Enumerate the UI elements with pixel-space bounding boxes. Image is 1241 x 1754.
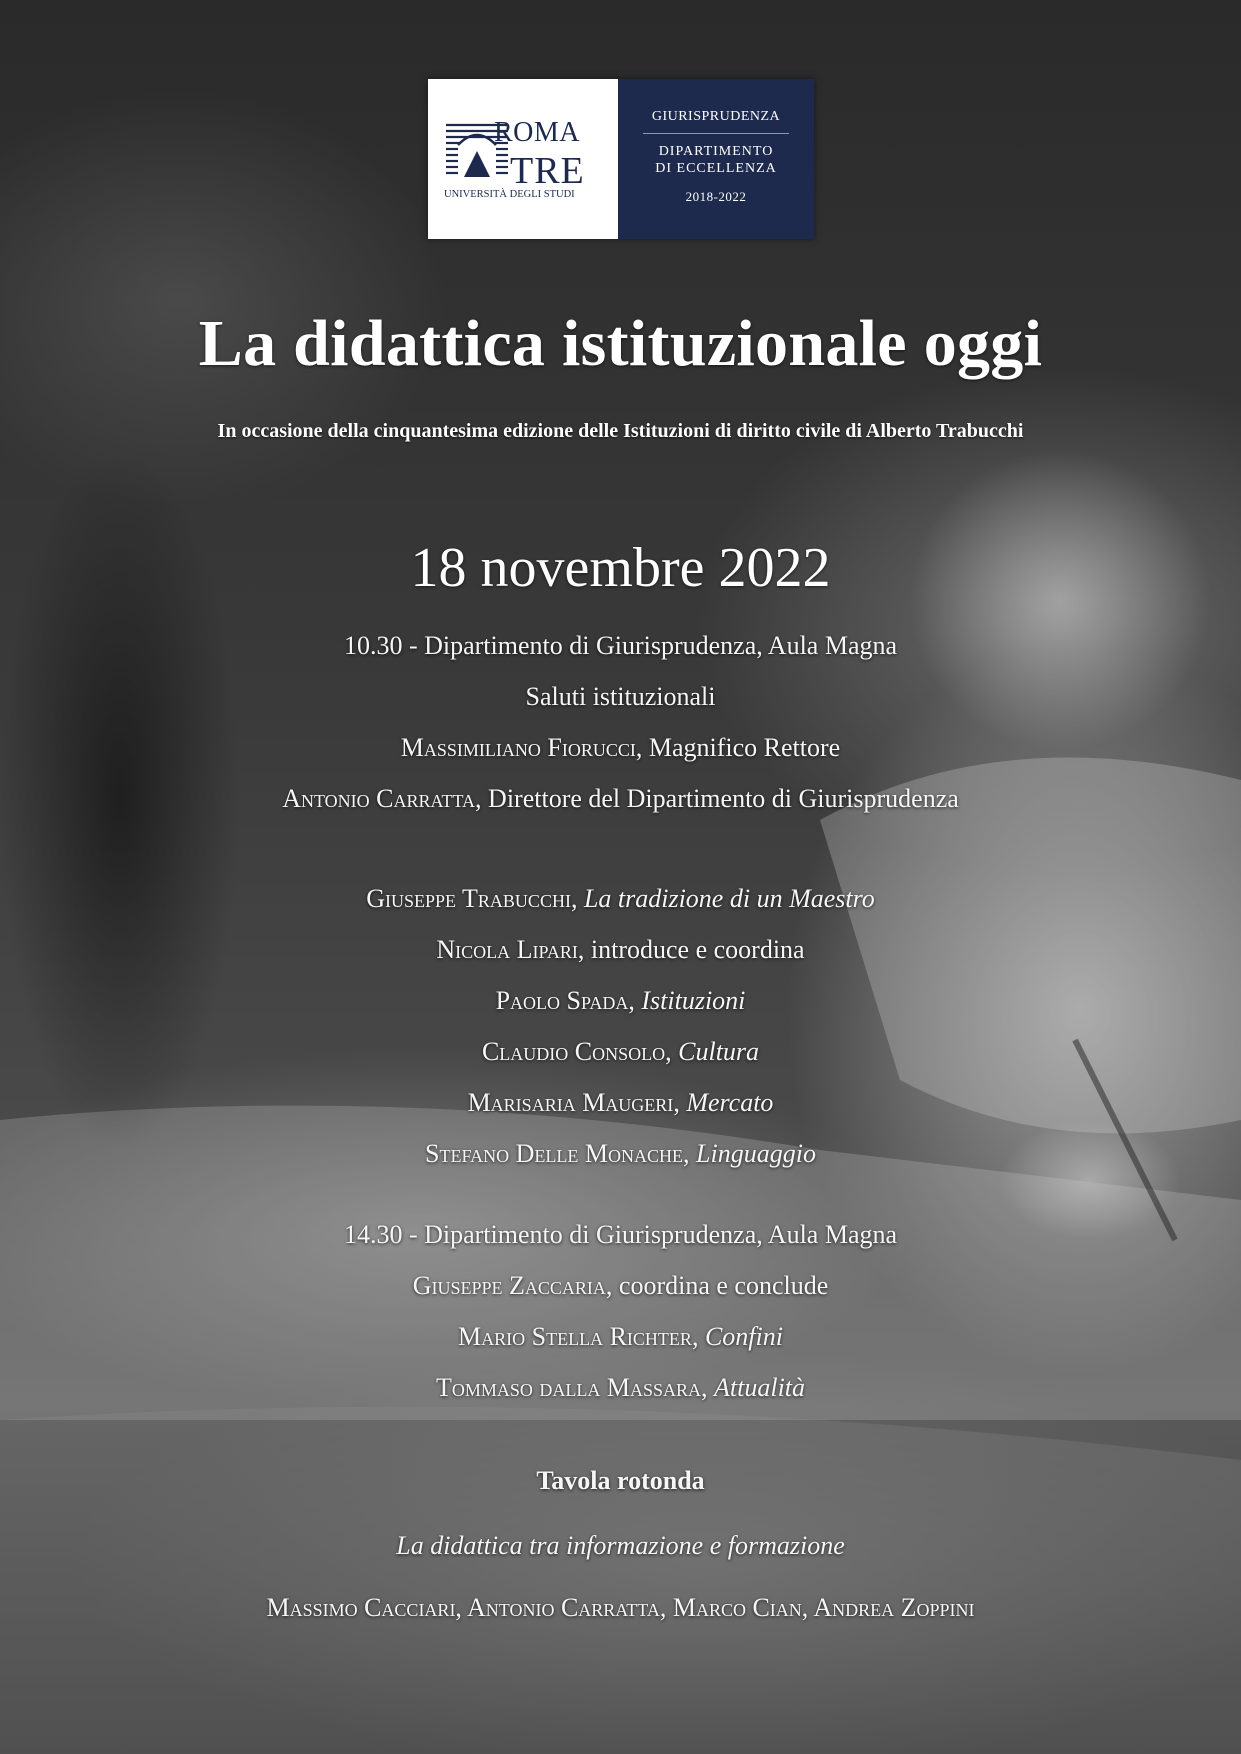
speaker-name: Giuseppe Trabucchi — [366, 884, 571, 913]
speaker-line — [0, 1037, 1241, 1067]
talk-topic: La tradizione di un Maestro — [583, 884, 875, 913]
morning-session: 10.30 - Dipartimento di Giurisprudenza, Aula Magna — [343, 631, 898, 660]
separator: , — [673, 1088, 687, 1117]
logo-tre-text: TRE — [510, 150, 585, 192]
speaker-name: Stefano Delle Monache — [425, 1139, 684, 1168]
speaker-line — [0, 935, 1241, 965]
separator: , — [570, 884, 584, 913]
speaker-name: Mario Stella Richter — [458, 1322, 692, 1351]
separator: , — [683, 1139, 697, 1168]
event-date: 18 novembre 2022 — [410, 537, 831, 599]
speaker-name: Massimiliano Fiorucci — [400, 733, 636, 762]
greeting-speaker — [0, 784, 1241, 814]
department-years: 2018-2022 — [685, 189, 747, 204]
greeting-speaker — [0, 733, 1241, 763]
round-table-theme: La didattica tra informazione e formazione — [396, 1531, 845, 1560]
speaker-line — [0, 1322, 1241, 1352]
logo-university-text: UNIVERSITÀ DEGLI STUDI — [444, 189, 575, 200]
separator: , — [691, 1322, 705, 1351]
speaker-line — [0, 1271, 1241, 1301]
separator: , — [605, 1271, 619, 1300]
talk-topic: Istituzioni — [641, 986, 746, 1015]
department-line-2: DI ECCELLENZA — [655, 161, 777, 176]
speaker-name: Paolo Spada — [495, 986, 629, 1015]
speaker-line — [0, 1373, 1241, 1403]
talk-topic: Attualità — [714, 1373, 806, 1402]
university-logo — [428, 79, 814, 239]
greetings-heading: Saluti istituzionali — [525, 682, 716, 711]
event-subtitle: In occasione della cinquantesima edizione delle Istituzioni di diritto civile di Alberto Trabucchi — [217, 420, 1024, 442]
afternoon-session: 14.30 - Dipartimento di Giurisprudenza, Aula Magna — [343, 1220, 898, 1249]
roma-tre-logo — [428, 79, 618, 239]
talk-topic: Cultura — [678, 1037, 760, 1066]
round-table-participants: Massimo Cacciari, Antonio Carratta, Marco Cian, Andrea Zoppini — [266, 1593, 975, 1622]
talk-topic: Confini — [704, 1322, 783, 1351]
round-table-title: Tavola rotonda — [536, 1466, 705, 1495]
speaker-line — [0, 1088, 1241, 1118]
speaker-name: Giuseppe Zaccaria — [412, 1271, 606, 1300]
speaker-name: Claudio Consolo — [481, 1037, 666, 1066]
separator: , — [577, 935, 591, 964]
speaker-name: Antonio Carratta — [282, 784, 476, 813]
speaker-role: , Magnifico Rettore — [635, 733, 841, 762]
speaker-name: Nicola Lipari — [436, 935, 578, 964]
speaker-role: coordina e conclude — [618, 1271, 829, 1300]
separator: , — [701, 1373, 715, 1402]
talk-topic: Mercato — [686, 1088, 774, 1117]
department-line-1: DIPARTIMENTO — [658, 144, 774, 159]
speaker-name: Tommaso dalla Massara — [435, 1373, 702, 1402]
department-badge — [618, 79, 814, 239]
talk-topic: Linguaggio — [696, 1139, 816, 1168]
separator: , — [665, 1037, 679, 1066]
logo-roma-text: ROMA — [494, 117, 581, 148]
speaker-line — [0, 884, 1241, 914]
speaker-line — [0, 1139, 1241, 1169]
event-title: La didattica istituzionale oggi — [198, 307, 1043, 380]
logo-divider — [643, 133, 789, 134]
speaker-name: Marisaria Maugeri — [467, 1088, 674, 1117]
speaker-role: , Direttore del Dipartimento di Giurisprudenza — [475, 784, 959, 813]
speaker-role: introduce e coordina — [590, 935, 805, 964]
faculty-name: GIURISPRUDENZA — [651, 109, 781, 124]
separator: , — [628, 986, 642, 1015]
speaker-line — [0, 986, 1241, 1016]
